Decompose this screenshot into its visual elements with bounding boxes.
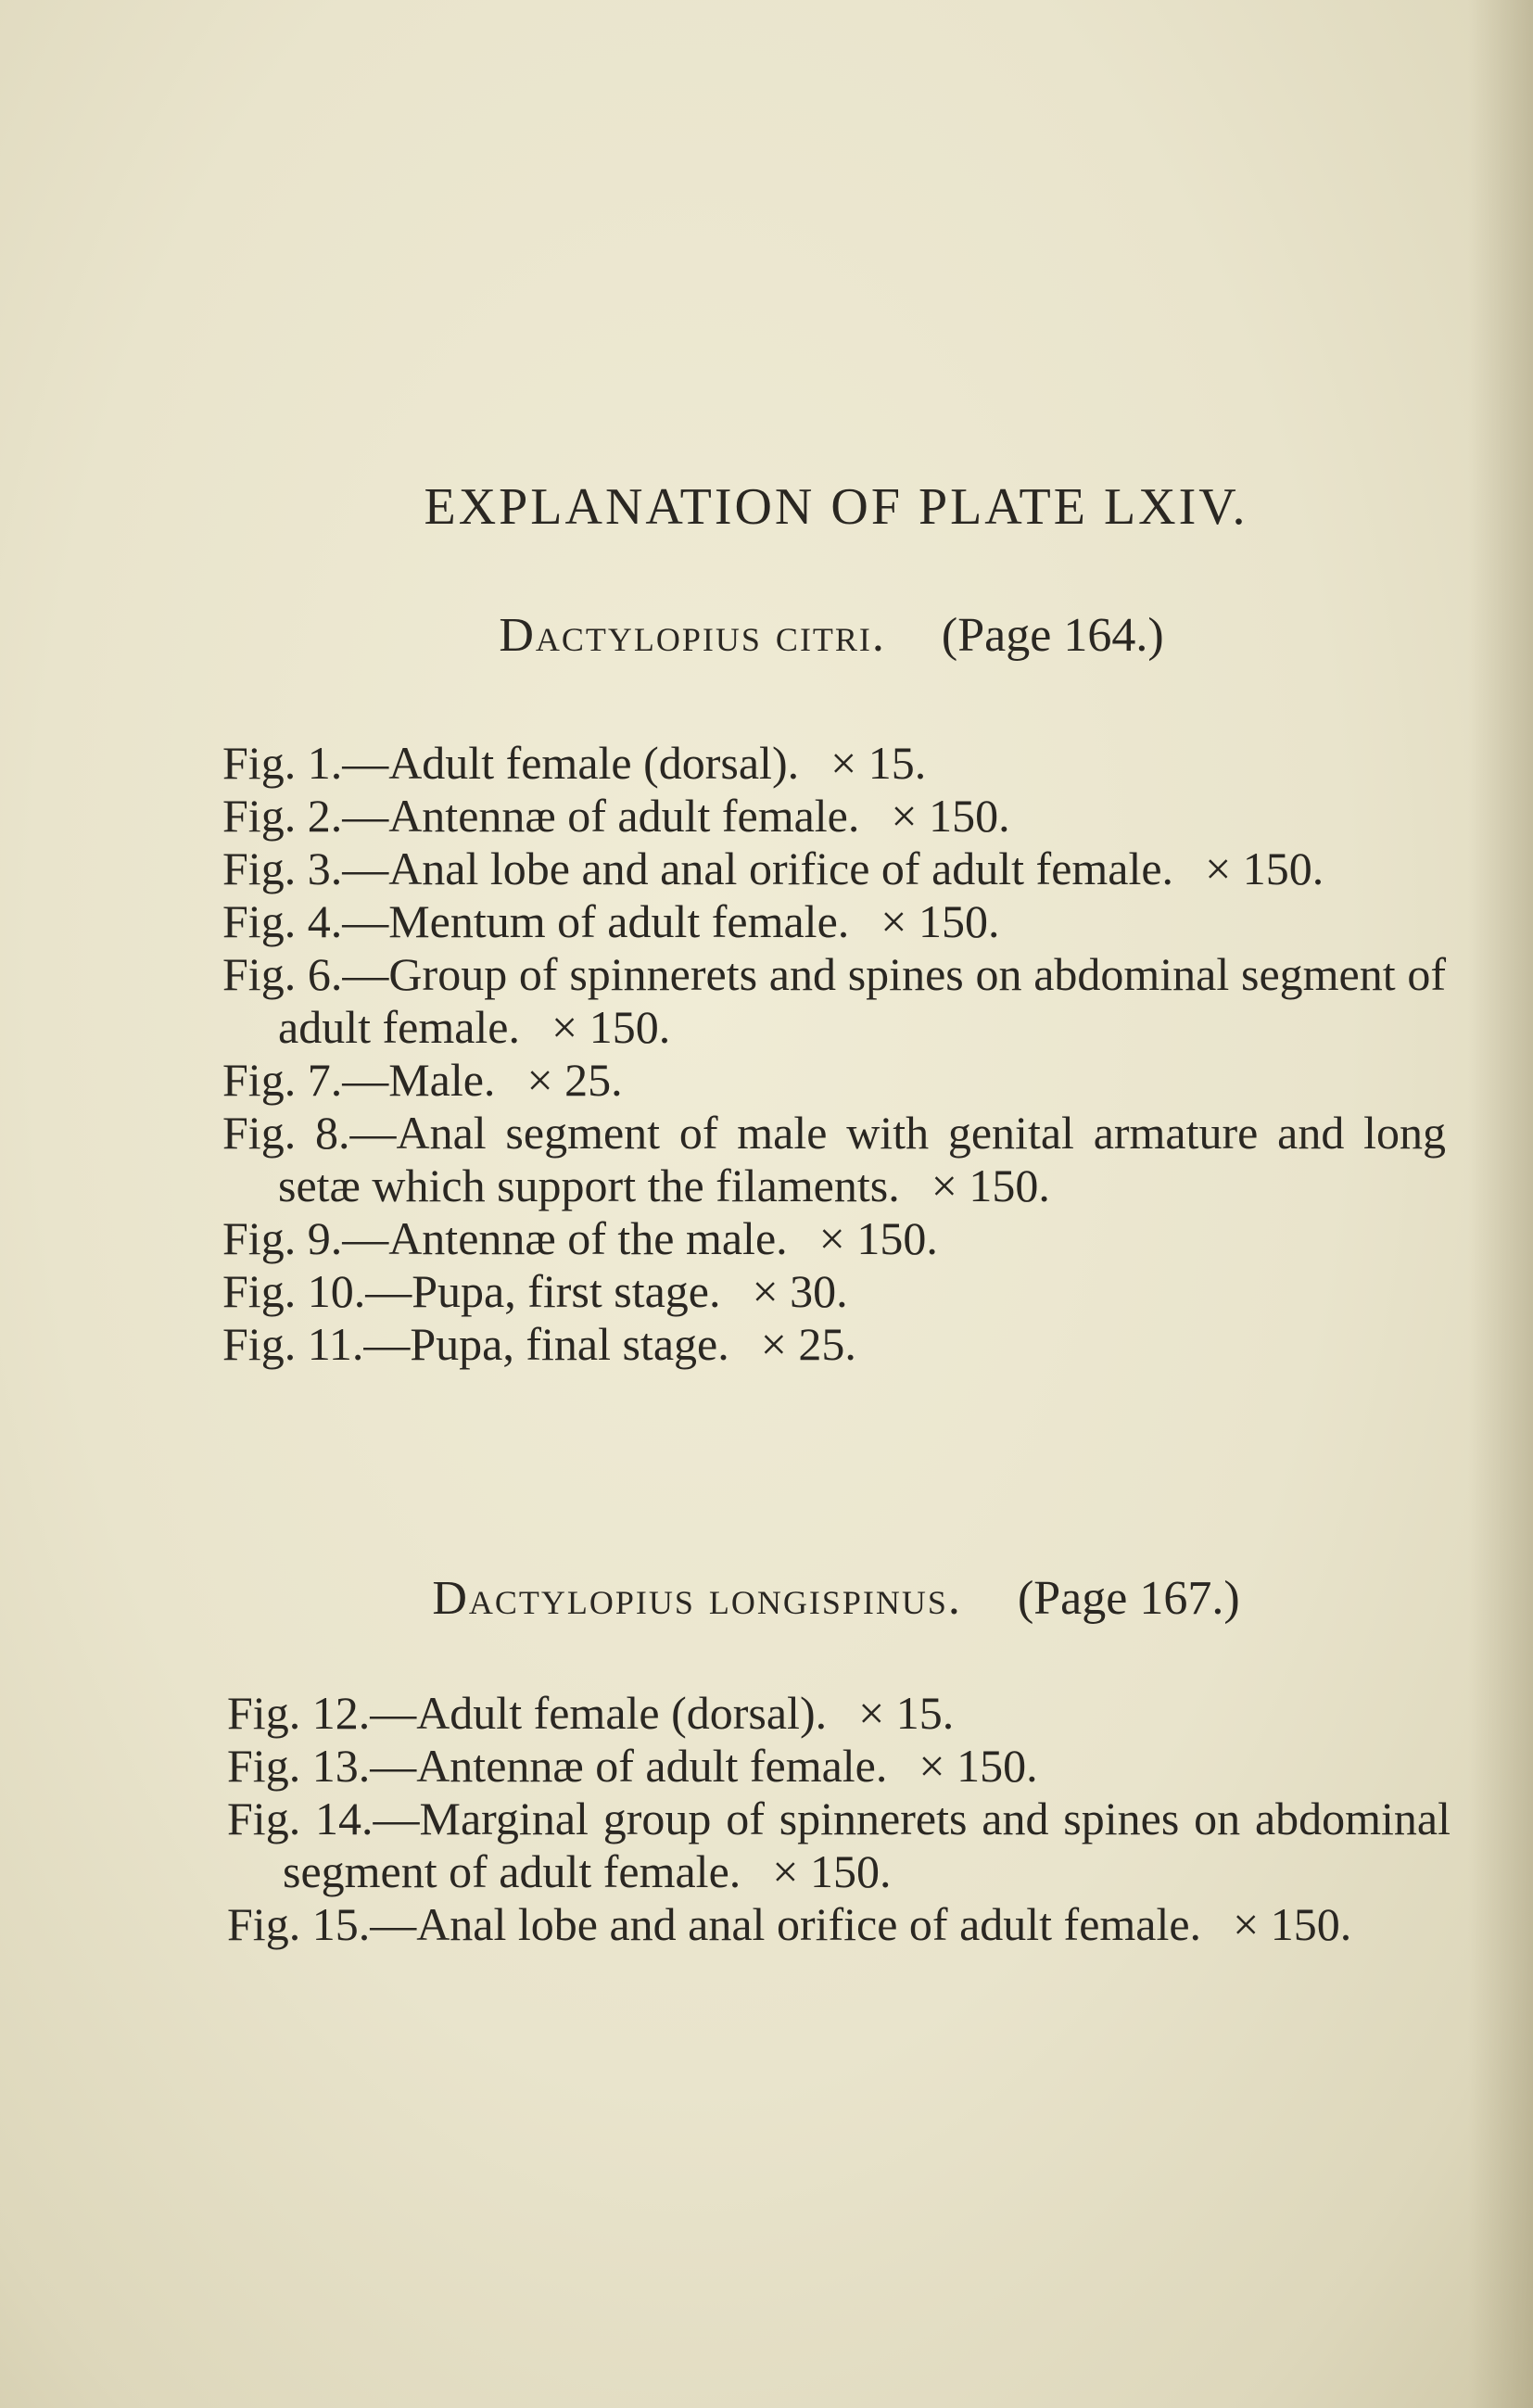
figure-label: Fig. 2.—Antennæ of adult female. (222, 790, 860, 842)
section-heading-longispinus (0, 1571, 1533, 1626)
figure-caption (222, 1054, 1446, 1107)
species-name: Dactylopius citri. (499, 609, 886, 662)
magnification: × 150. (1233, 1898, 1352, 1950)
page-reference: (Page 167.) (1017, 1572, 1240, 1625)
figure-label: Fig. 9.—Antennæ of the male. (222, 1212, 788, 1264)
figure-caption (227, 1793, 1451, 1898)
page-reference: (Page 164.) (941, 609, 1164, 662)
figure-caption (222, 1265, 1446, 1318)
magnification: × 150. (881, 895, 1000, 947)
species-name: Dactylopius longispinus. (432, 1572, 962, 1625)
figure-label: Fig. 11.—Pupa, final stage. (222, 1318, 729, 1370)
magnification: × 150. (931, 1160, 1050, 1211)
figure-label: Fig. 10.—Pupa, first stage. (222, 1265, 721, 1317)
figure-caption (227, 1898, 1451, 1951)
figure-list-citri (222, 737, 1446, 1371)
figure-caption (222, 1107, 1446, 1212)
figure-caption (227, 1740, 1451, 1793)
page-edge-shadow (1468, 0, 1533, 2408)
figure-label: Fig. 3.—Anal lobe and anal orifice of adult female. (222, 843, 1174, 894)
figure-caption (222, 1212, 1446, 1265)
magnification: × 150. (772, 1845, 892, 1897)
magnification: × 150. (919, 1740, 1038, 1792)
figure-label: Fig. 13.—Antennæ of adult female. (227, 1740, 888, 1792)
magnification: × 150. (818, 1212, 938, 1264)
magnification: × 25. (526, 1054, 623, 1106)
figure-label: Fig. 8.—Anal segment of male with genital armature and long setæ which support the filaments. (222, 1107, 1446, 1211)
magnification: × 150. (891, 790, 1010, 842)
figure-label: Fig. 14.—Marginal group of spinnerets and spines on abdominal segment of adult female. (227, 1793, 1451, 1897)
plate-title: EXPLANATION OF PLATE LXIV. (424, 478, 1248, 536)
figure-label: Fig. 6.—Group of spinnerets and spines on abdominal segment of adult female. (222, 948, 1446, 1053)
figure-label: Fig. 1.—Adult female (dorsal). (222, 737, 800, 789)
magnification: × 15. (858, 1687, 955, 1739)
magnification: × 15. (830, 737, 927, 789)
magnification: × 30. (752, 1265, 848, 1317)
figure-caption (222, 737, 1446, 790)
figure-label: Fig. 4.—Mentum of adult female. (222, 895, 850, 947)
figure-caption (222, 790, 1446, 843)
magnification: × 150. (551, 1001, 671, 1053)
figure-label: Fig. 7.—Male. (222, 1054, 496, 1106)
magnification: × 150. (1205, 843, 1324, 894)
figure-list-longispinus (227, 1687, 1451, 1951)
magnification: × 25. (760, 1318, 856, 1370)
figure-caption (222, 948, 1446, 1054)
figure-caption (222, 843, 1446, 895)
figure-label: Fig. 15.—Anal lobe and anal orifice of adult female. (227, 1898, 1202, 1950)
figure-caption (222, 895, 1446, 948)
figure-label: Fig. 12.—Adult female (dorsal). (227, 1687, 828, 1739)
figure-caption (222, 1318, 1446, 1371)
section-heading-citri (0, 608, 1533, 663)
figure-caption (227, 1687, 1451, 1740)
